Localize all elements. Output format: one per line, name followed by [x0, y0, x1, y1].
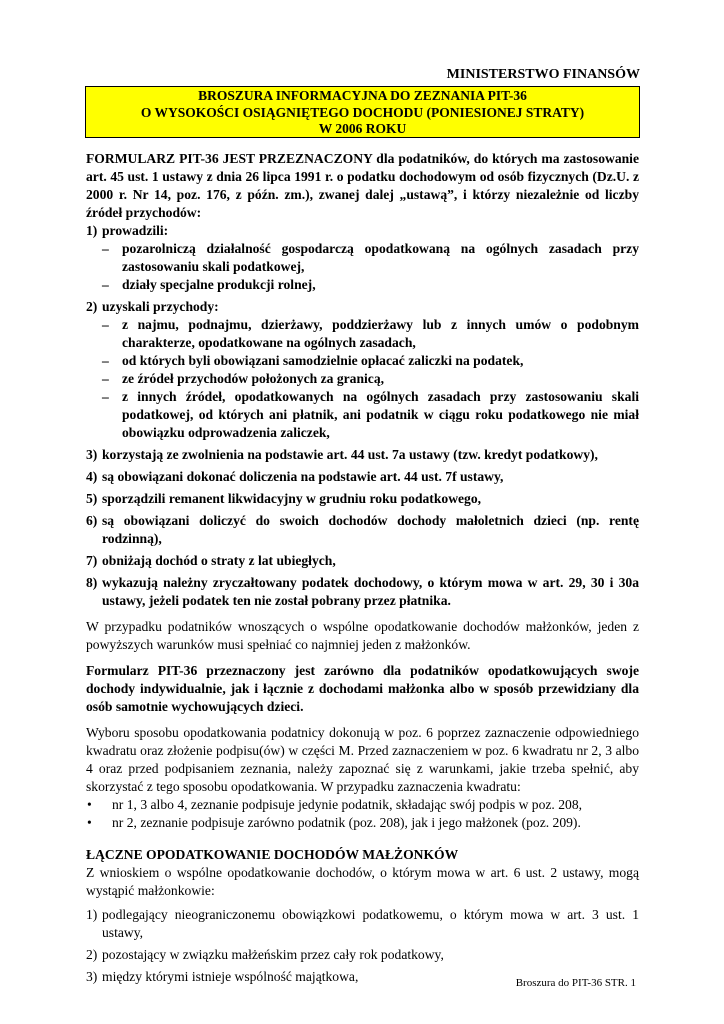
- dash-item: – od których byli obowiązani samodzielnie opłacać zaliczki na podatek,: [102, 353, 524, 368]
- list-item: 2) pozostający w związku małżeńskim przez cały rok podatkowy,: [86, 947, 444, 962]
- title-line: W 2006 ROKU: [318, 121, 407, 136]
- dash-item: – z innych źródeł, opodatkowanych na ogólnych zasadach przy zastosowaniu skali podatkowej, od których ani płatnik, ani podatnik w ciągu roku podatkowego nie miał obowiązku odprowadzenia zaliczek,: [102, 389, 639, 440]
- list-item: 1) prowadzili:: [86, 223, 169, 238]
- document-body: [86, 150, 639, 986]
- section-heading: ŁĄCZNE OPODATKOWANIE DOCHODÓW MAŁŻONKÓW: [86, 847, 459, 862]
- list-item: 8) wykazują należny zryczałtowany podatek dochodowy, o którym mowa w art. 29, 30 i 30a ustawy, jeżeli podatek ten nie został pobrany przez płatnika.: [86, 575, 639, 608]
- list-item: 7) obniżają dochód o straty z lat ubiegłych,: [86, 553, 336, 568]
- ministry-label: MINISTERSTWO FINANSÓW: [446, 67, 640, 82]
- intro-paragraph: FORMULARZ PIT-36 JEST PRZEZNACZONY dla podatników, do których ma zastosowanie art. 45 ust. 1 ustawy z dnia 26 lipca 1991 r. o podatku dochodowym od osób fizycznych (Dz.U. z 2000 r. Nr 14, poz. 176, z późn. zm.), zwanej dalej „ustawą”, i którzy niezależnie od liczby źródeł przychodów:: [86, 151, 639, 220]
- dash-item: – z najmu, podnajmu, dzierżawy, poddzierżawy lub z innych umów o podobnym charakterze, opodatkowane na ogólnych zasadach,: [102, 317, 639, 350]
- conditions-list: [86, 222, 639, 610]
- page-footer: Broszura do PIT-36 STR. 1: [515, 977, 636, 989]
- bullet-item: • nr 1, 3 albo 4, zeznanie podpisuje jedynie podatnik, składając swój podpis w poz. 208,: [87, 797, 583, 812]
- bullet-item: • nr 2, zeznanie podpisuje zarówno podatnik (poz. 208), jak i jego małżonek (poz. 209).: [87, 815, 581, 830]
- list-item: 4) są obowiązani dokonać doliczenia na podstawie art. 44 ust. 7f ustawy,: [86, 469, 504, 484]
- section-intro: Z wnioskiem o wspólne opodatkowanie dochodów, o którym mowa w art. 6 ust. 2 ustawy, mogą wystąpić małżonkowie:: [86, 865, 639, 898]
- title-box: [85, 86, 640, 138]
- form-purpose-paragraph: Formularz PIT-36 przeznaczony jest zarówno dla podatników opodatkowujących swoje dochody indywidualnie, jak i łącznie z dochodami małżonka albo w sposób przewidziany dla osób samotnie wychowujących dzieci.: [86, 663, 639, 714]
- joint-taxation-note: W przypadku podatników wnoszących o wspólne opodatkowanie dochodów małżonków, jeden z powyższych warunków musi spełniać co najmniej jeden z małżonków.: [86, 619, 639, 652]
- choice-paragraph: Wyboru sposobu opodatkowania podatnicy dokonują w poz. 6 poprzez zaznaczenie odpowiedniego kwadratu oraz złożenie podpisu(ów) w części M. Przed zaznaczeniem w poz. 6 kwadratu nr 2, 3 albo 4 oraz przed podpisaniem zeznania, należy zapoznać się z warunkami, jakie trzeba spełnić, aby skorzystać z tego sposobu opodatkowania. W przypadku zaznaczenia kwadratu:: [86, 725, 639, 794]
- dash-item: – pozarolniczą działalność gospodarczą opodatkowaną na ogólnych zasadach przy zastosowaniu skali podatkowej,: [102, 241, 639, 274]
- list-item: 2) uzyskali przychody:: [86, 299, 219, 314]
- title-line: BROSZURA INFORMACYJNA DO ZEZNANIA PIT-36: [198, 88, 527, 103]
- list-item: 1) podlegający nieograniczonemu obowiązkowi podatkowemu, o którym mowa w art. 3 ust. 1 ustawy,: [86, 907, 639, 940]
- dash-item: – działy specjalne produkcji rolnej,: [102, 277, 316, 292]
- dash-item: – ze źródeł przychodów położonych za granicą,: [102, 371, 385, 386]
- list-item: 6) są obowiązani doliczyć do swoich dochodów dochody małoletnich dzieci (np. rentę rodzinną),: [86, 513, 639, 546]
- title-line: O WYSOKOŚCI OSIĄGNIĘTEGO DOCHODU (PONIESIONEJ STRATY): [140, 104, 585, 120]
- bullet-list: [86, 796, 639, 832]
- list-item: 5) sporządzili remanent likwidacyjny w grudniu roku podatkowego,: [86, 491, 482, 506]
- list-item: 3) korzystają ze zwolnienia na podstawie art. 44 ust. 7a ustawy (tzw. kredyt podatkowy),: [86, 447, 598, 462]
- spouse-conditions-list: [86, 906, 639, 986]
- list-item: 3) między którymi istnieje wspólność majątkowa,: [86, 969, 359, 984]
